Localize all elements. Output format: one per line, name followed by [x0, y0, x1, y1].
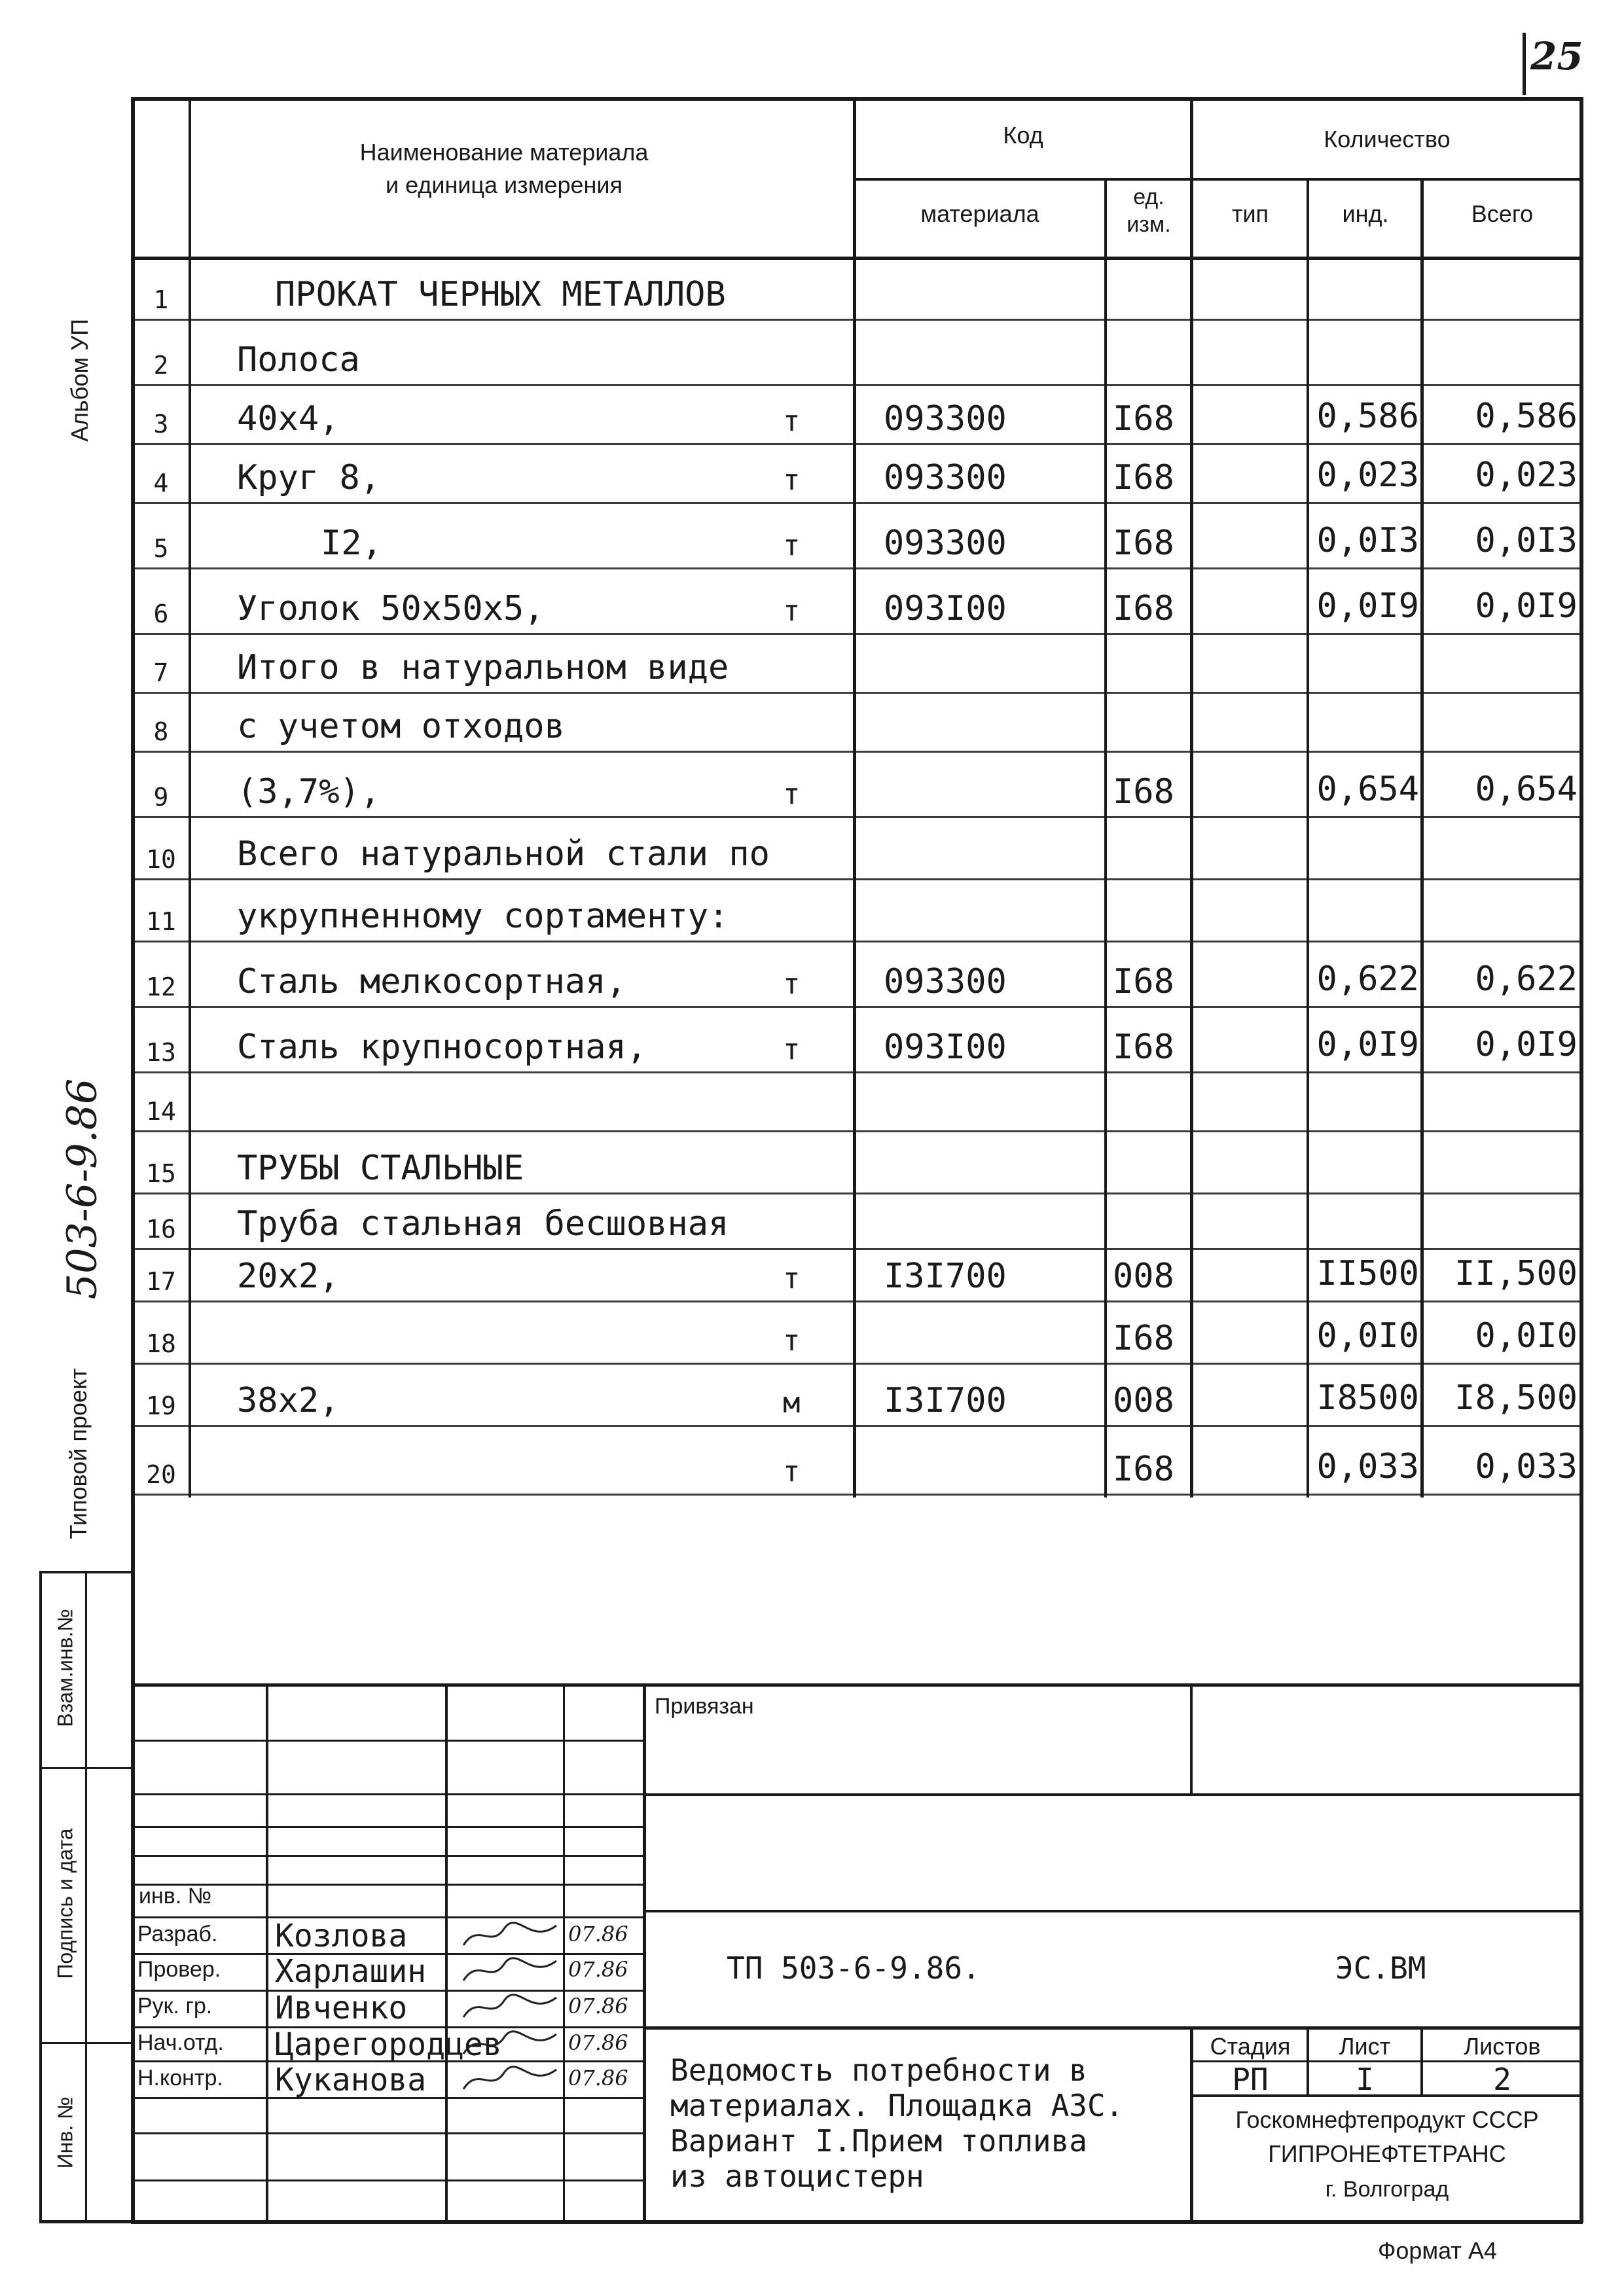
row-code: 093I00 [884, 589, 1007, 628]
header-qty-type: тип [1231, 200, 1269, 227]
row-number: 11 [146, 907, 176, 936]
side-line-bottom [39, 2220, 134, 2223]
header-bottom-line [131, 257, 1583, 260]
row-uom: I68 [1113, 1028, 1174, 1067]
row-name: Сталь крупносортная, [237, 1028, 647, 1067]
tb-role-label: Н.контр. [137, 2066, 223, 2090]
header-code-unit: ед. изм. [1127, 185, 1171, 237]
row-uom: 008 [1113, 1257, 1174, 1296]
tb-row-line [131, 1855, 645, 1857]
row-total: 0,0I9 [1475, 586, 1578, 626]
row-uom: 008 [1113, 1381, 1174, 1420]
tb-doc-mark: ЭС.ВМ [1335, 1950, 1426, 1986]
row-number: 5 [153, 534, 169, 563]
row-name: ТРУБЫ СТАЛЬНЫЕ [237, 1149, 524, 1188]
row-name: Уголок 50x50x5, [237, 589, 545, 628]
tb-role-name: Козлова [275, 1918, 408, 1954]
tb-sheet-label: Лист [1339, 2033, 1391, 2060]
row-ind: I8500 [1316, 1378, 1419, 1418]
row-line [131, 1363, 1583, 1365]
row-code: 093300 [884, 962, 1007, 1001]
tb-role-name: Ивченко [275, 1990, 408, 2026]
row-number: 6 [153, 600, 169, 628]
side-line-left [39, 1571, 42, 2223]
header-qty-group: Количество [1324, 126, 1451, 152]
tb-role-label: Рук. гр. [137, 1994, 213, 2018]
row-unit: т [783, 967, 801, 1001]
row-uom: I68 [1113, 458, 1174, 497]
header-code-group: Код [1003, 122, 1043, 149]
tb-role-date: 07.86 [568, 2066, 628, 2090]
row-total: I8,500 [1454, 1378, 1578, 1418]
row-name: 38x2, [237, 1381, 340, 1420]
row-total: 0,0I9 [1475, 1025, 1578, 1064]
side-line-2 [39, 2042, 134, 2044]
page-number-rule [1523, 33, 1526, 95]
row-number: 8 [153, 717, 169, 746]
side-line-mid [85, 1571, 87, 2223]
header-qty-ind: инд. [1342, 200, 1389, 227]
row-name: Сталь мелкосортная, [237, 962, 626, 1001]
row-line [131, 878, 1583, 880]
side-inv: Инв. № [53, 2096, 77, 2169]
row-total: 0,023 [1475, 456, 1578, 495]
row-line [131, 1006, 1583, 1008]
row-ind: 0,023 [1316, 456, 1419, 495]
row-unit: т [783, 1324, 801, 1357]
row-line [131, 633, 1583, 635]
tb-inv-no: инв. № [139, 1884, 212, 1909]
row-uom: I68 [1113, 589, 1174, 628]
tb-row-line [131, 2179, 645, 2181]
row-name: укрупненному сортаменту: [237, 897, 729, 936]
tb-role-label: Разраб. [137, 1922, 218, 1946]
tb-org-2: ГИПРОНЕФТЕТРАНС [1268, 2140, 1506, 2167]
tb-doc-title: Ведомость потребности в материалах. Площадка АЗС. Вариант I.Прием топлива из автоцистерн [670, 2053, 1124, 2194]
col-code-line [1104, 178, 1107, 1498]
row-line [131, 1494, 1583, 1496]
tb-privyazan: Привязан [655, 1694, 754, 1719]
row-code: 093300 [884, 399, 1007, 439]
row-name: I2, [321, 524, 382, 563]
row-uom: I68 [1113, 524, 1174, 563]
tb-stage-label: Стадия [1210, 2033, 1291, 2060]
row-unit: т [783, 594, 801, 628]
tb-sheets-label: Листов [1464, 2033, 1541, 2060]
row-line [131, 567, 1583, 569]
format-label: Формат А4 [1378, 2237, 1497, 2264]
tb-role-date: 07.86 [568, 2030, 628, 2055]
tb-role-date: 07.86 [568, 1957, 628, 1982]
tb-row-line [131, 1826, 645, 1828]
row-uom: I68 [1113, 772, 1174, 812]
row-number: 13 [146, 1038, 176, 1067]
tb-role-date: 07.86 [568, 1922, 628, 1946]
signature [458, 1919, 563, 1952]
row-ind: 0,033 [1316, 1447, 1419, 1486]
row-number: 9 [153, 783, 169, 812]
tb-col-8 [1420, 2026, 1423, 2097]
row-number: 18 [146, 1329, 176, 1358]
row-code: 093300 [884, 524, 1007, 563]
row-ind: 0,586 [1316, 397, 1419, 436]
row-number: 4 [153, 469, 169, 497]
frame-top [131, 97, 1583, 101]
row-name: ПРОКАТ ЧЕРНЫХ МЕТАЛЛОВ [275, 275, 726, 314]
side-project-code: 503-6-9.86 [58, 1078, 106, 1300]
header-name: Наименование материала и единица измерения [359, 139, 649, 198]
row-name: с учетом отходов [237, 707, 565, 746]
row-ind: 0,0I3 [1316, 521, 1419, 560]
row-line [131, 1071, 1583, 1073]
col-type-line [1307, 178, 1309, 1498]
side-album: Альбом УП [66, 319, 93, 442]
row-line [131, 319, 1583, 321]
tb-sheet: I [1356, 2062, 1374, 2097]
row-total: 0,586 [1475, 397, 1578, 436]
page-number: 25 [1530, 34, 1583, 79]
row-line [131, 692, 1583, 694]
row-code: 093300 [884, 458, 1007, 497]
tb-line-1 [645, 1793, 1581, 1796]
row-unit: м [783, 1386, 801, 1420]
tb-org-1: Госкомнефтепродукт СССР [1235, 2106, 1539, 2133]
row-line [131, 1300, 1583, 1302]
row-line [131, 941, 1583, 942]
row-number: 16 [146, 1215, 176, 1244]
signature [458, 2028, 563, 2060]
tb-row-line [131, 2132, 645, 2134]
row-total: II,500 [1454, 1254, 1578, 1293]
tb-role-label: Провер. [137, 1957, 221, 1982]
row-code: I3I700 [884, 1381, 1007, 1420]
row-uom: I68 [1113, 1319, 1174, 1358]
row-number: 12 [146, 973, 176, 1001]
row-number: 17 [146, 1267, 176, 1296]
row-unit: т [783, 778, 801, 811]
row-unit: т [783, 1455, 801, 1488]
row-line [131, 1248, 1583, 1250]
tb-org-3: г. Волгоград [1325, 2177, 1449, 2202]
signature [458, 1954, 563, 1987]
row-line [131, 443, 1583, 445]
side-line-1 [39, 1767, 134, 1769]
row-unit: т [783, 463, 801, 497]
row-name: Полоса [237, 340, 360, 380]
row-line [131, 384, 1583, 386]
row-number: 2 [153, 351, 169, 380]
frame-right [1579, 97, 1583, 2223]
tb-row-line [131, 1740, 645, 1742]
row-code: I3I700 [884, 1257, 1007, 1296]
tb-stage: РП [1232, 2062, 1269, 2097]
row-ind: II500 [1316, 1254, 1419, 1293]
row-number: 1 [153, 285, 169, 314]
row-name: Труба стальная бесшовная [237, 1204, 729, 1244]
row-unit: т [783, 1033, 801, 1066]
row-unit: т [783, 529, 801, 562]
col-name-line [853, 97, 856, 1498]
col-ind-line [1420, 178, 1424, 1498]
frame-bottom [131, 2220, 1583, 2224]
row-line [131, 1130, 1583, 1132]
tb-line-3 [645, 2026, 1581, 2030]
tb-role-date: 07.86 [568, 1994, 628, 2018]
row-number: 14 [146, 1097, 176, 1126]
tb-top-line [131, 1683, 1583, 1687]
row-total: 0,622 [1475, 960, 1578, 999]
row-code: 093I00 [884, 1028, 1007, 1067]
row-name: 20x2, [237, 1257, 340, 1296]
col-uom-line [1190, 97, 1193, 1498]
row-ind: 0,0I9 [1316, 1025, 1419, 1064]
row-ind: 0,622 [1316, 960, 1419, 999]
row-total: 0,0I3 [1475, 521, 1578, 560]
row-number: 19 [146, 1391, 176, 1420]
row-number: 10 [146, 845, 176, 874]
side-project-label: Типовой проект [65, 1368, 92, 1539]
row-uom: I68 [1113, 1450, 1174, 1489]
row-name: (3,7%), [237, 772, 381, 812]
row-number: 20 [146, 1460, 176, 1489]
row-uom: I68 [1113, 962, 1174, 1001]
row-total: 0,033 [1475, 1447, 1578, 1486]
signature [458, 2063, 563, 2096]
tb-role-label: Нач.отд. [137, 2030, 224, 2055]
row-unit: т [783, 1262, 801, 1295]
tb-row-line [131, 1793, 645, 1795]
tb-role-name: Харлашин [275, 1953, 427, 1990]
row-line [131, 751, 1583, 753]
row-total: 0,0I0 [1475, 1316, 1578, 1355]
row-name: 40x4, [237, 399, 340, 439]
row-line [131, 1425, 1583, 1427]
row-ind: 0,654 [1316, 770, 1419, 809]
row-total: 0,654 [1475, 770, 1578, 809]
tb-col-5 [1190, 1683, 1193, 1793]
side-vzam: Взам.инв.№ [53, 1609, 77, 1727]
row-line [131, 816, 1583, 818]
tb-role-name: Царегородцев [275, 2026, 502, 2063]
header-sub-line [854, 178, 1581, 181]
tb-sheets: 2 [1493, 2062, 1511, 2097]
row-name: Итого в натуральном виде [237, 648, 729, 687]
row-unit: т [783, 404, 801, 438]
tb-role-name: Куканова [275, 2062, 427, 2098]
row-ind: 0,0I0 [1316, 1316, 1419, 1355]
row-number: 15 [146, 1159, 176, 1188]
tb-doc-code: ТП 503-6-9.86. [727, 1950, 981, 1986]
row-line [131, 1193, 1583, 1194]
row-name: Круг 8, [237, 458, 381, 497]
row-name: Всего натуральной стали по [237, 834, 770, 874]
row-ind: 0,0I9 [1316, 586, 1419, 626]
side-podpis: Подпись и дата [53, 1828, 77, 1979]
row-uom: I68 [1113, 399, 1174, 439]
header-code-material: материала [920, 200, 1039, 227]
header-qty-total: Всего [1471, 200, 1534, 227]
row-line [131, 502, 1583, 504]
row-number: 3 [153, 410, 169, 439]
tb-line-2 [645, 1910, 1581, 1912]
row-number: 7 [153, 658, 169, 687]
signature [458, 1991, 563, 2024]
